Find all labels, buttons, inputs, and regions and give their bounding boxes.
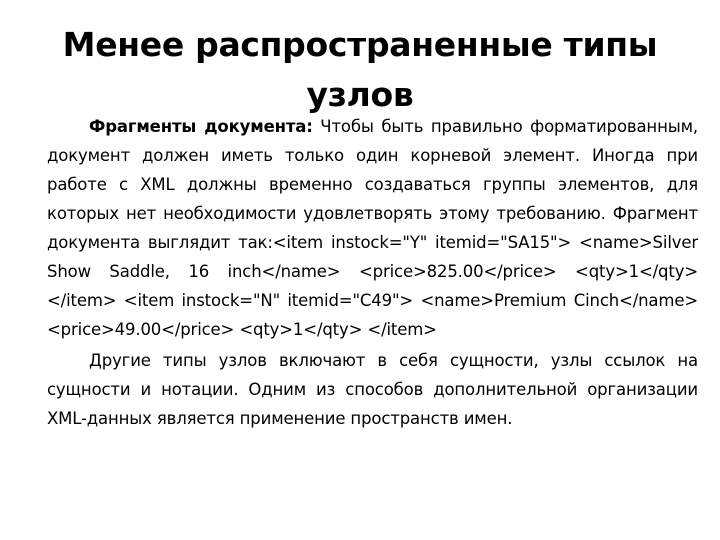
paragraph-document-fragments bbox=[47, 112, 698, 344]
paragraph-other-node-types: Другие типы узлов включают в себя сущности, узлы ссылок на сущности и нотации. Одним из способов дополнительной организации XML-данных является применение пространств имен. bbox=[47, 351, 698, 428]
slide-body bbox=[47, 112, 698, 435]
paragraph-text: Чтобы быть правильно форматированным, документ должен иметь только один корневой элемент. Иногда при работе с XML должны временно создаваться группы элементов, для которых нет необходимости удовлетворять этому требованию. Фрагмент документа выглядит так:<item instock="Y" itemid="SA15"> <name>Silver Show Saddle, 16 inch</name> <price>825.00</price> <qty>1</qty> </item> <item instock="N" itemid="C49"> <name>Premium Cinch</name> <price>49.00</price> <qty>1</qty> </item> bbox=[47, 117, 698, 339]
paragraph-lead: Фрагменты документа: bbox=[89, 117, 313, 136]
slide-title: Менее распространенные типы узлов bbox=[62, 25, 658, 114]
